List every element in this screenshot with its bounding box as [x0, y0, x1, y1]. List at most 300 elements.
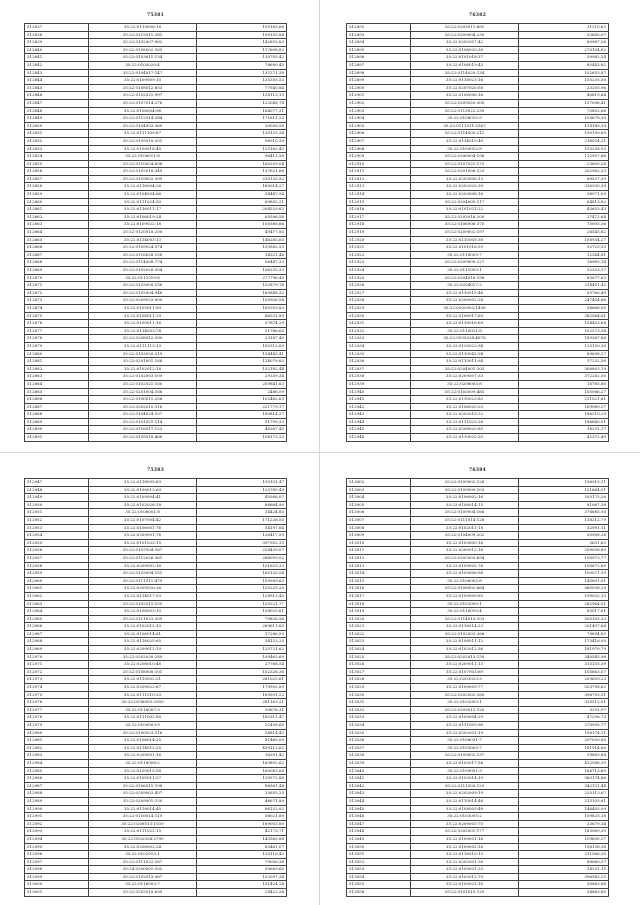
record-id-cell: 512953 [25, 524, 89, 532]
record-id-cell: 513032 [347, 706, 411, 714]
value-cell: 23605,26 [519, 160, 609, 168]
value-cell: 163892,62 [197, 759, 287, 767]
value-cell: 81465,09 [197, 737, 287, 745]
table-row [25, 24, 287, 32]
table-row [347, 54, 609, 62]
record-id-cell: 512999 [25, 873, 89, 881]
cadastral-number-cell: 35:22:0106003:10 [89, 608, 197, 616]
cadastral-number-cell: 35:22:0208012:390 [89, 335, 197, 343]
cadastral-number-cell: 35:22:0102003:1 [411, 699, 519, 707]
table-row [347, 600, 609, 608]
table-row [25, 539, 287, 547]
table-row [25, 388, 287, 396]
cadastral-number-cell: 35:22:0209002:16 [89, 562, 197, 570]
value-cell: 125221,77 [197, 600, 287, 608]
cadastral-number-cell: 35:22:0204016:156 [411, 274, 519, 282]
record-id-cell: 512908 [347, 145, 411, 153]
value-cell: 180814,27 [197, 411, 287, 419]
cadastral-number-cell: 35:22:0106019:24 [89, 213, 197, 221]
value-cell: 23205,96 [519, 84, 609, 92]
cadastral-number-cell: 35:22:0106014:61 [89, 630, 197, 638]
table-row [347, 153, 609, 161]
table-row [347, 767, 609, 775]
value-cell: 73602,66 [519, 107, 609, 115]
table-row [347, 744, 609, 752]
record-id-cell: 513047 [347, 820, 411, 828]
cadastral-number-cell: 35:22:0106002:16 [411, 494, 519, 502]
cadastral-number-cell: 35:22:0120022:94 [411, 342, 519, 350]
value-cell: 154433,64 [519, 320, 609, 328]
cadastral-number-cell: 35:22:0202001:36 [411, 858, 519, 866]
record-id-cell: 513035 [347, 729, 411, 737]
value-cell: 30908,26 [519, 532, 609, 540]
cadastral-number-cell: 35:22:0116025:65 [89, 638, 197, 646]
table-row [347, 722, 609, 730]
cadastral-number-cell: 35:22:0200002:24 [411, 297, 519, 305]
value-cell: 125162,43 [197, 145, 287, 153]
cadastral-number-cell: 35:22:0105011:57 [89, 775, 197, 783]
cadastral-number-cell: 35:22:0103006:56 [411, 570, 519, 578]
table-row [347, 213, 609, 221]
record-id-cell: 512890 [25, 426, 89, 434]
table-row [25, 737, 287, 745]
record-id-cell: 512941 [347, 396, 411, 404]
value-cell: 297030,89 [519, 737, 609, 745]
table-row [25, 722, 287, 730]
record-id-cell: 512949 [25, 494, 89, 502]
table-row [347, 31, 609, 39]
table-row [347, 122, 609, 130]
table-row [25, 411, 287, 419]
value-cell: 27472,64 [519, 213, 609, 221]
value-cell: 137271,38 [197, 69, 287, 77]
cadastral-number-cell: 35:22:0109002:16 [411, 843, 519, 851]
record-id-cell: 512866 [25, 244, 89, 252]
cadastral-number-cell: 35:22:0108015:9 [411, 115, 519, 123]
value-cell: 152182,44 [197, 365, 287, 373]
record-id-cell: 512950 [25, 501, 89, 509]
table-row [347, 797, 609, 805]
cadastral-number-cell: 35:22:0118014:40 [89, 805, 197, 813]
table-row [25, 600, 287, 608]
value-cell: 397952,15 [197, 539, 287, 547]
cadastral-number-cell: 35:22:0101016:59 [411, 244, 519, 252]
record-id-cell: 512911 [347, 168, 411, 176]
value-cell: 372282,50 [519, 373, 609, 381]
table-row [25, 630, 287, 638]
table-row [25, 479, 287, 487]
record-id-cell: 512873 [25, 297, 89, 305]
record-id-cell: 513031 [347, 699, 411, 707]
record-id-cell: 512962 [25, 592, 89, 600]
value-cell: 128913,43 [197, 592, 287, 600]
cadastral-number-cell: 35:22:0111003:1 [411, 267, 519, 275]
cadastral-number-cell: 35:22:0203006:13 [411, 175, 519, 183]
value-cell: 159582,53 [197, 244, 287, 252]
value-cell: 30056,56 [197, 122, 287, 130]
cadastral-number-cell: 35:22:0105028:4676 [411, 335, 519, 343]
table-row [25, 524, 287, 532]
record-id-cell: 512921 [347, 244, 411, 252]
record-id-cell: 512991 [25, 813, 89, 821]
cadastral-number-cell: 35:22:0110011:94 [411, 358, 519, 366]
record-id-cell: 512902 [347, 99, 411, 107]
table-row [25, 615, 287, 623]
table-row [347, 24, 609, 32]
value-cell: 120785,43 [197, 486, 287, 494]
value-cell: 137621,68 [197, 168, 287, 176]
cadastral-number-cell: 35:22:0107003:69 [411, 668, 519, 676]
cadastral-number-cell: 35:22:0106011:8 [89, 153, 197, 161]
record-id-cell: 513025 [347, 653, 411, 661]
cadastral-number-cell: 35:22:0202001:19 [411, 729, 519, 737]
cadastral-number-cell: 35:22:0202010:639 [89, 889, 197, 897]
value-cell: 36688,05 [519, 304, 609, 312]
value-cell: 26545,82 [519, 229, 609, 237]
cadastral-number-cell: 35:22:0102021:997 [89, 92, 197, 100]
value-cell: 190312,69 [197, 342, 287, 350]
value-cell: 100672,69 [519, 562, 609, 570]
record-id-cell: 512947 [25, 479, 89, 487]
table-row [347, 403, 609, 411]
record-id-cell: 512995 [25, 843, 89, 851]
record-id-cell: 512900 [347, 84, 411, 92]
value-cell: 162311,47 [197, 714, 287, 722]
value-cell: 16351,42 [197, 752, 287, 760]
cadastral-number-cell: 35:22:0207020:58 [411, 84, 519, 92]
cadastral-number-cell: 35:22:0108014:15 [411, 501, 519, 509]
record-id-cell: 512985 [25, 767, 89, 775]
value-cell: 191424,24 [197, 881, 287, 889]
data-table [24, 23, 287, 442]
cadastral-number-cell: 35:22:0106011:12 [411, 638, 519, 646]
value-cell: 204529,62 [197, 206, 287, 214]
table-row [347, 509, 609, 517]
table-row [347, 676, 609, 684]
cadastral-number-cell: 35:22:0107004:167 [89, 547, 197, 555]
record-id-cell: 512838 [25, 31, 89, 39]
record-id-cell: 512848 [25, 107, 89, 115]
table-row [347, 267, 609, 275]
value-cell: 79056,36 [197, 858, 287, 866]
value-cell: 108934,27 [519, 236, 609, 244]
value-cell: 211021,61 [519, 396, 609, 404]
record-id-cell: 513005 [347, 501, 411, 509]
cadastral-number-cell: 35:22:0106014:25 [89, 737, 197, 745]
cadastral-number-cell: 35:22:0116014:23 [411, 623, 519, 631]
value-cell: 205175,26 [519, 494, 609, 502]
table-row [25, 229, 287, 237]
value-cell: 365536,29 [519, 585, 609, 593]
record-id-cell: 512861 [25, 206, 89, 214]
value-cell: 34201,15 [519, 866, 609, 874]
value-cell: 43653,43 [519, 206, 609, 214]
value-cell: 116212,79 [519, 516, 609, 524]
record-id-cell: 513014 [347, 570, 411, 578]
value-cell: 88060,37 [519, 858, 609, 866]
record-id-cell: 512987 [25, 782, 89, 790]
record-id-cell: 512862 [25, 213, 89, 221]
value-cell: 308803,19 [519, 365, 609, 373]
value-cell: 199155,84 [197, 31, 287, 39]
cadastral-number-cell: 35:22:0202003:654 [411, 554, 519, 562]
record-id-cell: 512869 [25, 267, 89, 275]
table-row [25, 562, 287, 570]
value-cell: 31210,63 [519, 24, 609, 32]
value-cell: 96910,39 [197, 137, 287, 145]
record-id-cell: 512853 [25, 145, 89, 153]
table-row [25, 206, 287, 214]
table-row [347, 396, 609, 404]
value-cell: 171226,55 [197, 516, 287, 524]
record-id-cell: 513037 [347, 744, 411, 752]
table-row [25, 213, 287, 221]
table-row [347, 790, 609, 798]
table-row [25, 358, 287, 366]
table-row [347, 562, 609, 570]
cadastral-number-cell: 35:22:0204001:203 [411, 365, 519, 373]
cadastral-number-cell: 35:22:0111010:23 [89, 691, 197, 699]
table-row [347, 592, 609, 600]
record-id-cell: 512852 [25, 137, 89, 145]
cadastral-number-cell: 35:22:0116008:2 [89, 759, 197, 767]
table-row [25, 327, 287, 335]
record-id-cell: 513028 [347, 676, 411, 684]
table-row [25, 396, 287, 404]
record-id-cell: 512858 [25, 183, 89, 191]
record-id-cell: 512897 [347, 61, 411, 69]
table-row [25, 767, 287, 775]
cadastral-number-cell: 35:22:0102015:1 [89, 851, 197, 859]
value-cell: 108173,23 [197, 434, 287, 442]
table-row [25, 729, 287, 737]
value-cell: 100586,66 [197, 221, 287, 229]
value-cell: 3291,97 [519, 706, 609, 714]
record-id-cell: 513053 [347, 866, 411, 874]
table-row [347, 494, 609, 502]
record-id-cell: 512883 [25, 373, 89, 381]
table-row [25, 107, 287, 115]
record-id-cell: 512929 [347, 304, 411, 312]
record-id-cell: 512976 [25, 699, 89, 707]
table-row [25, 577, 287, 585]
table-row [347, 782, 609, 790]
table-row [25, 623, 287, 631]
cadastral-number-cell: 35:22:0111022:167 [89, 858, 197, 866]
table-row [347, 77, 609, 85]
value-cell: 183969,39 [519, 828, 609, 836]
table-row [347, 251, 609, 259]
table-row [347, 714, 609, 722]
value-cell: 342131,44 [519, 782, 609, 790]
value-cell: 117608,82 [197, 46, 287, 54]
record-id-cell: 512844 [25, 77, 89, 85]
value-cell: 42173,71 [197, 828, 287, 836]
record-id-cell: 512943 [347, 411, 411, 419]
table-row [25, 661, 287, 669]
document-page-3 [5, 458, 306, 903]
value-cell: 86152,03 [197, 805, 287, 813]
value-cell: 125721,62 [197, 646, 287, 654]
cadastral-number-cell: 35:22:0114008:774 [89, 259, 197, 267]
table-row [25, 828, 287, 836]
record-id-cell: 513038 [347, 752, 411, 760]
table-row [347, 418, 609, 426]
table-row [347, 388, 609, 396]
table-row [347, 236, 609, 244]
value-cell: 173416,95 [519, 638, 609, 646]
value-cell: 152326,36 [197, 668, 287, 676]
table-row [347, 168, 609, 176]
record-id-cell: 512913 [347, 183, 411, 191]
value-cell: 89537,39 [519, 175, 609, 183]
cadastral-number-cell: 35:22:0209025:900 [89, 297, 197, 305]
record-id-cell: 512924 [347, 267, 411, 275]
record-id-cell: 512885 [25, 388, 89, 396]
record-id-cell: 512906 [347, 130, 411, 138]
value-cell: 85443,82 [519, 61, 609, 69]
value-cell: 235133,52 [197, 175, 287, 183]
value-cell: 108174,11 [519, 729, 609, 737]
record-id-cell: 512946 [347, 434, 411, 442]
record-id-cell: 512994 [25, 835, 89, 843]
table-row [25, 494, 287, 502]
table-row [347, 365, 609, 373]
value-cell: 157096,41 [519, 99, 609, 107]
cadastral-number-cell: 35:22:0206002:24 [89, 843, 197, 851]
record-id-cell: 512867 [25, 251, 89, 259]
cadastral-number-cell: 35:22:0102028:304 [89, 267, 197, 275]
table-row [347, 585, 609, 593]
value-cell: 50669,65 [197, 866, 287, 874]
record-id-cell: 512849 [25, 115, 89, 123]
table-row [347, 479, 609, 487]
cadastral-number-cell: 35:22:0106005:2050 [89, 699, 197, 707]
table-row [25, 274, 287, 282]
table-row [25, 282, 287, 290]
record-id-cell: 512952 [25, 516, 89, 524]
table-row [347, 858, 609, 866]
cadastral-number-cell: 35:22:0102014:19 [411, 775, 519, 783]
record-id-cell: 513039 [347, 759, 411, 767]
record-id-cell: 512940 [347, 388, 411, 396]
cadastral-number-cell: 35:22:0108012:653 [89, 84, 197, 92]
table-row [347, 160, 609, 168]
table-row [347, 851, 609, 859]
table-row [25, 805, 287, 813]
record-id-cell: 512954 [25, 532, 89, 540]
table-row [347, 835, 609, 843]
record-id-cell: 513048 [347, 828, 411, 836]
value-cell: 27768,54 [197, 661, 287, 669]
record-id-cell: 512891 [25, 434, 89, 442]
record-id-cell: 513033 [347, 714, 411, 722]
table-row [25, 145, 287, 153]
value-cell: 159999,63 [197, 577, 287, 585]
cadastral-number-cell: 35:22:0204005:117 [411, 198, 519, 206]
cadastral-number-cell: 35:22:0208020:85 [411, 426, 519, 434]
record-id-cell: 513040 [347, 767, 411, 775]
record-id-cell: 512970 [25, 653, 89, 661]
table-row [347, 547, 609, 555]
cadastral-number-cell: 35:22:0112014:284 [89, 115, 197, 123]
table-row [347, 434, 609, 442]
table-row [347, 373, 609, 381]
record-id-cell: 512958 [25, 562, 89, 570]
cadastral-number-cell: 35:22:0116014:119 [89, 813, 197, 821]
table-row [25, 744, 287, 752]
record-id-cell: 512889 [25, 418, 89, 426]
table-row [25, 881, 287, 889]
data-table [346, 23, 609, 442]
value-cell: 228439,07 [197, 547, 287, 555]
table-row [347, 259, 609, 267]
record-id-cell: 512966 [25, 623, 89, 631]
table-row [25, 426, 287, 434]
value-cell: 34814,43 [197, 729, 287, 737]
value-cell: 360174,86 [519, 775, 609, 783]
value-cell: 16785,60 [519, 380, 609, 388]
table-row [347, 46, 609, 54]
table-row [347, 107, 609, 115]
table-row [25, 289, 287, 297]
record-id-cell: 513002 [347, 479, 411, 487]
record-id-cell: 512884 [25, 380, 89, 388]
value-cell: 135225,25 [197, 585, 287, 593]
cadastral-number-cell: 35:22:0102003:366 [411, 630, 519, 638]
cadastral-number-cell: 35:22:0104003:360 [89, 122, 197, 130]
value-cell: 180014,27 [197, 183, 287, 191]
value-cell: 209659,23 [519, 676, 609, 684]
value-cell: 30678,31 [197, 706, 287, 714]
value-cell: 112957,86 [519, 153, 609, 161]
value-cell: 286059,02 [197, 554, 287, 562]
record-id-cell: 512974 [25, 684, 89, 692]
cadastral-number-cell: 35:22:0108002:165 [89, 46, 197, 54]
cadastral-number-cell: 35:22:0106020:20 [411, 403, 519, 411]
record-id-cell: 512898 [347, 69, 411, 77]
table-row [347, 304, 609, 312]
cadastral-number-cell: 35:22:0109004:166 [411, 509, 519, 517]
record-id-cell: 512899 [347, 77, 411, 85]
value-cell: 38971,09 [519, 191, 609, 199]
cadastral-number-cell: 35:22:0114013:103 [411, 615, 519, 623]
cadastral-number-cell: 35:22:0109004:29 [411, 714, 519, 722]
page-title: 76382 [469, 13, 486, 18]
record-id-cell: 512874 [25, 304, 89, 312]
cadastral-number-cell: 35:22:0108008:101 [89, 668, 197, 676]
cadastral-number-cell: 35:22:0109003:9 [89, 722, 197, 730]
table-row [25, 122, 287, 130]
value-cell: 211566,35 [519, 851, 609, 859]
table-row [347, 866, 609, 874]
cadastral-number-cell: 35:22:0108004:96 [89, 107, 197, 115]
record-id-cell: 513023 [347, 638, 411, 646]
value-cell: 335512,01 [519, 699, 609, 707]
table-row [25, 342, 287, 350]
cadastral-number-cell: 35:22:0111011:479 [89, 577, 197, 585]
record-id-cell: 512878 [25, 335, 89, 343]
cadastral-number-cell: 35:22:0109024:974 [89, 244, 197, 252]
table-row [25, 813, 287, 821]
table-row [25, 304, 287, 312]
cadastral-number-cell: 35:22:0203008:16 [411, 191, 519, 199]
cadastral-number-cell: 35:22:0107004:42 [89, 516, 197, 524]
table-row [25, 183, 287, 191]
cadastral-number-cell: 35:22:0209001:16 [89, 752, 197, 760]
record-id-cell: 512914 [347, 191, 411, 199]
value-cell: 56447,33 [197, 259, 287, 267]
